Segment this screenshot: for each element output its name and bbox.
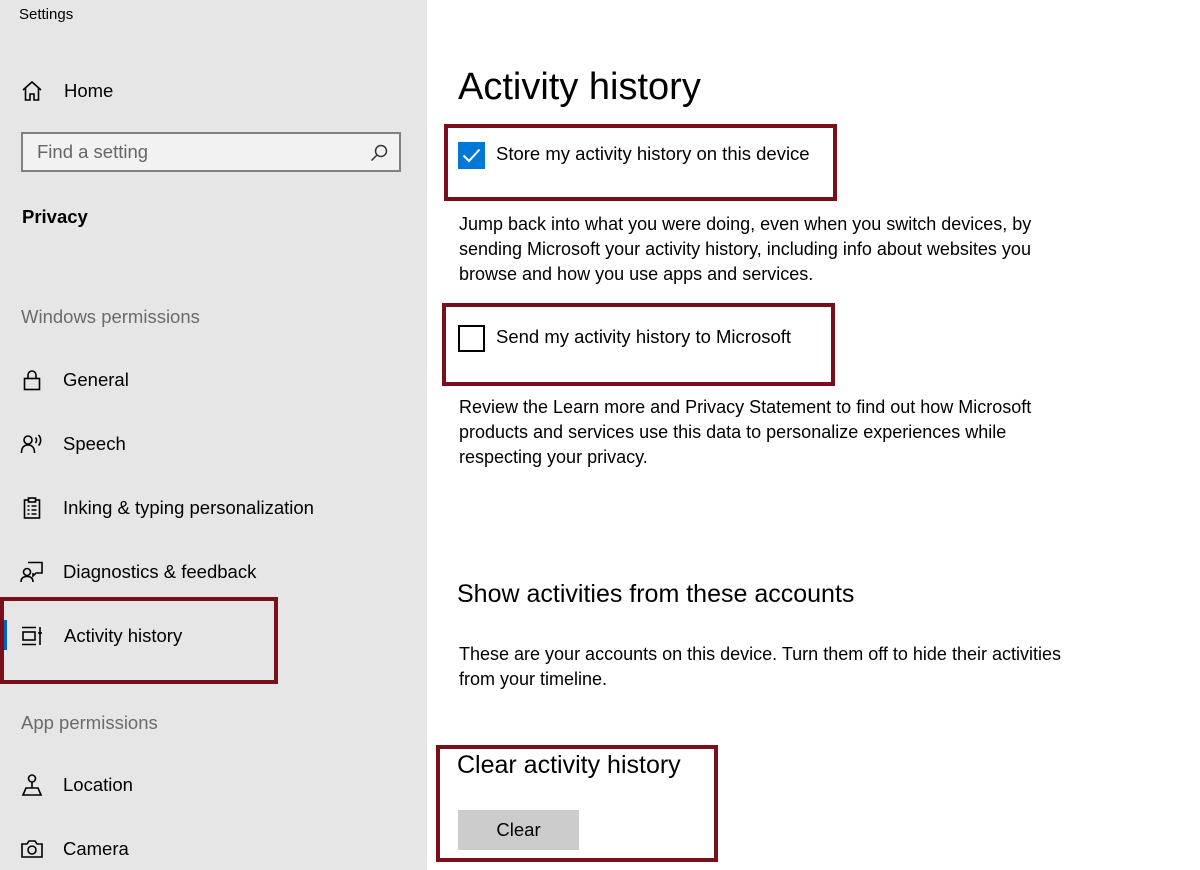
sidebar — [0, 0, 427, 870]
sidebar-item-label: Inking & typing personalization — [63, 497, 314, 518]
group-header-windows-permissions: Windows permissions — [21, 306, 200, 327]
send-history-label[interactable]: Send my activity history to Microsoft — [496, 326, 792, 347]
sidebar-item-activity-history[interactable] — [0, 616, 427, 656]
store-history-description: Jump back into what you were doing, even when you switch devices, by sending Microsoft your activity history, including info about websites you browse and how you use apps and services. — [459, 214, 1032, 284]
store-history-checkbox[interactable] — [458, 142, 485, 169]
sidebar-item-diagnostics[interactable] — [0, 552, 427, 592]
sidebar-item-label: Location — [63, 774, 133, 795]
sidebar-item-label: Home — [64, 80, 114, 101]
search-box[interactable] — [21, 132, 401, 172]
lock-icon — [20, 368, 44, 392]
group-header-app-permissions: App permissions — [21, 712, 158, 733]
sidebar-item-home[interactable] — [0, 71, 427, 111]
location-icon — [20, 773, 44, 797]
sidebar-item-label: Diagnostics & feedback — [63, 561, 257, 582]
timeline-icon — [20, 624, 44, 648]
sidebar-item-speech[interactable] — [0, 424, 427, 464]
clear-history-heading: Clear activity history — [457, 751, 681, 779]
clipboard-icon — [20, 496, 44, 520]
search-icon[interactable] — [369, 143, 389, 163]
sidebar-item-location[interactable] — [0, 765, 427, 805]
speech-icon — [20, 432, 44, 456]
sidebar-item-general[interactable] — [0, 360, 427, 400]
app-title: Settings — [19, 6, 74, 23]
sidebar-item-label: Speech — [63, 433, 126, 454]
sidebar-item-label: General — [63, 369, 129, 390]
sidebar-item-label: Camera — [63, 838, 129, 859]
accounts-description: These are your accounts on this device. Turn them off to hide their activities from your timeline. — [459, 644, 1061, 689]
page-title: Activity history — [458, 66, 701, 108]
feedback-icon — [20, 560, 44, 584]
sidebar-item-inking-typing[interactable] — [0, 488, 427, 528]
sidebar-item-label: Activity history — [64, 625, 183, 646]
checkmark-icon — [461, 145, 482, 166]
home-icon — [20, 79, 44, 103]
camera-icon — [20, 837, 44, 861]
sidebar-item-camera[interactable] — [0, 829, 427, 869]
send-history-checkbox[interactable] — [458, 325, 485, 352]
store-history-label[interactable]: Store my activity history on this device — [496, 143, 810, 164]
send-history-description: Review the Learn more and Privacy Statement to find out how Microsoft products and services use this data to personalize experiences while respecting your privacy. — [459, 397, 1032, 467]
clear-button[interactable]: Clear — [458, 810, 579, 850]
section-title: Privacy — [22, 206, 88, 227]
search-input[interactable] — [23, 134, 363, 170]
accounts-heading: Show activities from these accounts — [457, 580, 855, 608]
